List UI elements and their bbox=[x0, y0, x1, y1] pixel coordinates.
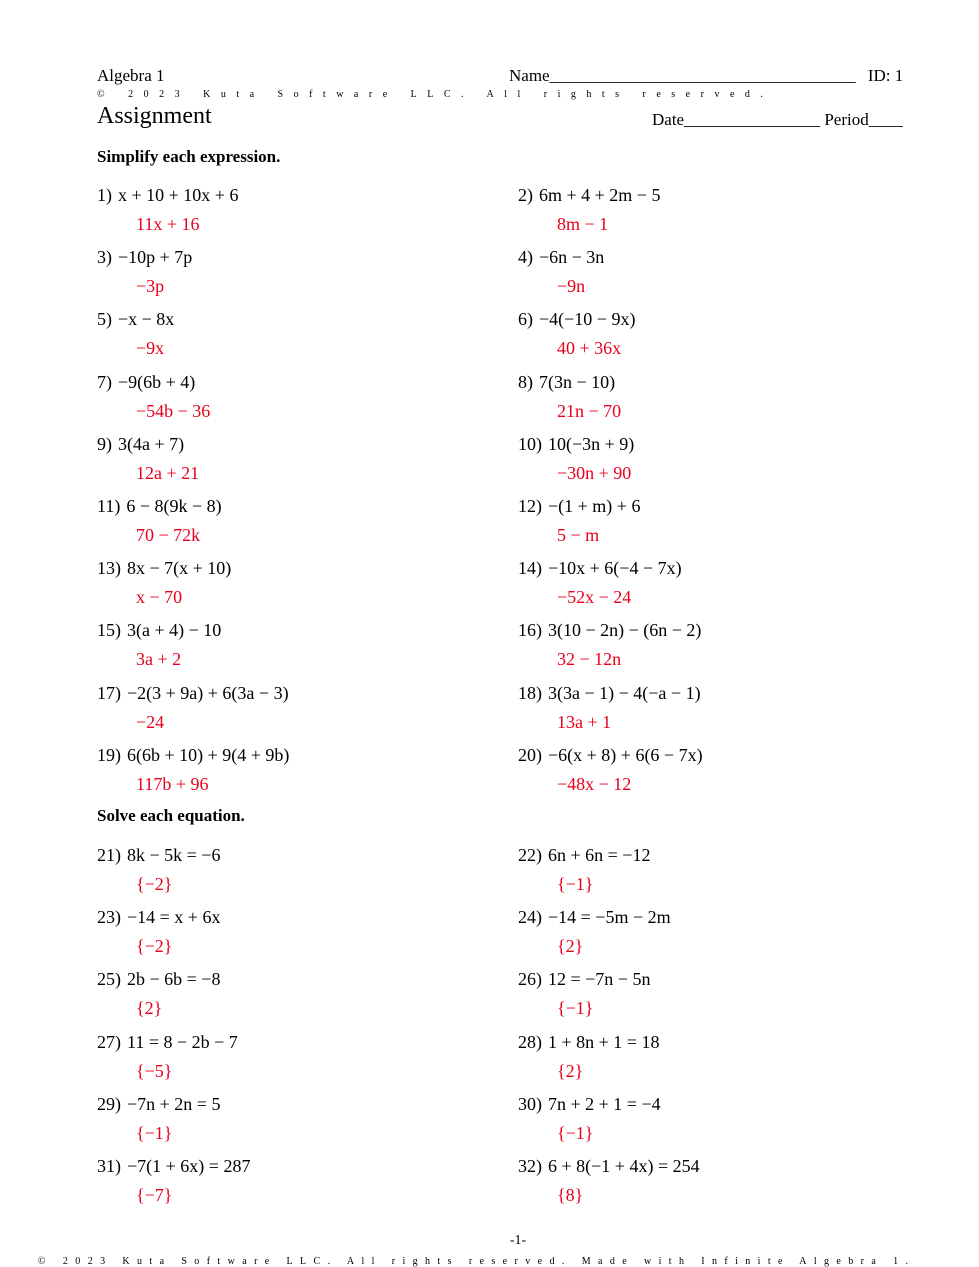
problem-number: 17) bbox=[97, 682, 121, 703]
problem-expression: 6m + 4 + 2m − 5 bbox=[539, 185, 661, 205]
problem-expression: −(1 + m) + 6 bbox=[548, 496, 641, 516]
problem-question bbox=[518, 1094, 928, 1114]
problem-item bbox=[518, 247, 928, 309]
problem-expression: −14 = x + 6x bbox=[127, 907, 221, 928]
id-label: ID: 1 bbox=[867, 66, 904, 85]
problem-number: 20) bbox=[518, 744, 542, 765]
problem-number: 16) bbox=[518, 620, 542, 641]
problem-expression: −7(1 + 6x) = 287 bbox=[127, 1156, 251, 1176]
problem-number: 23) bbox=[97, 907, 121, 928]
problem-item bbox=[97, 558, 507, 620]
problem-answer: 117b + 96 bbox=[136, 773, 209, 794]
problem-expression: −x − 8x bbox=[118, 309, 175, 330]
problem-number: 15) bbox=[97, 620, 121, 641]
problem-answer: 11x + 16 bbox=[136, 214, 200, 234]
problem-item bbox=[97, 1032, 507, 1094]
problem-expression: 3(3a − 1) − 4(−a − 1) bbox=[548, 682, 701, 703]
name-label: Name____________________________________ bbox=[509, 66, 856, 85]
problem-answer: 13a + 1 bbox=[557, 711, 612, 732]
problem-expression: −10p + 7p bbox=[118, 247, 193, 268]
problem-expression: 3(10 − 2n) − (6n − 2) bbox=[548, 620, 702, 641]
problem-number: 9) bbox=[97, 433, 112, 454]
problem-number: 13) bbox=[97, 558, 121, 579]
problem-expression: 6(6b + 10) + 9(4 + 9b) bbox=[127, 744, 290, 765]
problem-number: 31) bbox=[97, 1156, 121, 1176]
problem-question bbox=[518, 309, 928, 329]
problem-number: 1) bbox=[97, 185, 112, 205]
problem-question bbox=[97, 434, 507, 454]
problem-question bbox=[97, 185, 507, 205]
problem-answer: {−1} bbox=[557, 874, 594, 894]
problem-answer: {−1} bbox=[136, 1122, 173, 1143]
problem-number: 7) bbox=[97, 371, 112, 392]
problem-question bbox=[518, 372, 928, 392]
problem-answer: 21n − 70 bbox=[557, 400, 622, 421]
problem-number: 26) bbox=[518, 969, 542, 990]
problem-number: 14) bbox=[518, 558, 542, 579]
problem-question bbox=[518, 1032, 928, 1052]
problem-question bbox=[518, 434, 928, 454]
problem-item bbox=[518, 845, 928, 907]
problem-item bbox=[518, 434, 928, 496]
problem-number: 21) bbox=[97, 845, 121, 865]
problem-answer: 70 − 72k bbox=[136, 525, 201, 545]
problem-item bbox=[97, 683, 507, 745]
problem-question bbox=[518, 969, 928, 989]
problem-item bbox=[97, 1094, 507, 1156]
problem-expression: 2b − 6b = −8 bbox=[127, 969, 221, 990]
problem-answer: −48x − 12 bbox=[557, 773, 632, 794]
problem-question bbox=[97, 745, 507, 765]
problem-item bbox=[97, 496, 507, 558]
problem-answer: −9x bbox=[136, 338, 165, 359]
problem-number: 8) bbox=[518, 371, 533, 392]
problem-question bbox=[97, 247, 507, 267]
section-heading-simplify: Simplify each expression. bbox=[97, 147, 281, 166]
problem-item bbox=[97, 1156, 507, 1218]
problem-question bbox=[97, 620, 507, 640]
name-field bbox=[509, 66, 903, 86]
problem-question bbox=[518, 620, 928, 640]
problem-answer: 40 + 36x bbox=[557, 338, 622, 359]
problem-question bbox=[97, 372, 507, 392]
problem-number: 3) bbox=[97, 247, 112, 268]
problem-question bbox=[97, 1032, 507, 1052]
problem-question bbox=[97, 1094, 507, 1114]
problem-item bbox=[97, 372, 507, 434]
problem-question bbox=[518, 496, 928, 516]
problem-number: 22) bbox=[518, 845, 542, 865]
problem-answer: −30n + 90 bbox=[557, 462, 632, 483]
problem-number: 24) bbox=[518, 907, 542, 928]
problem-expression: 6n + 6n = −12 bbox=[548, 845, 651, 865]
problem-item bbox=[518, 620, 928, 682]
problem-answer: {2} bbox=[557, 1060, 584, 1081]
problem-expression: −10x + 6(−4 − 7x) bbox=[548, 558, 682, 579]
problem-number: 32) bbox=[518, 1156, 542, 1176]
problem-answer: {−1} bbox=[557, 1122, 594, 1143]
problem-item bbox=[518, 1032, 928, 1094]
problem-answer: {−5} bbox=[136, 1060, 173, 1081]
problem-answer: −24 bbox=[136, 711, 165, 732]
problem-item bbox=[518, 309, 928, 371]
problem-question bbox=[97, 558, 507, 578]
problem-item bbox=[518, 372, 928, 434]
problem-number: 25) bbox=[97, 969, 121, 990]
problem-number: 27) bbox=[97, 1031, 121, 1052]
problem-item bbox=[518, 683, 928, 745]
problem-expression: 11 = 8 − 2b − 7 bbox=[127, 1031, 238, 1052]
problem-item bbox=[518, 496, 928, 558]
problem-answer: {−1} bbox=[557, 998, 594, 1019]
problem-answer: {2} bbox=[557, 936, 584, 957]
problem-expression: 6 + 8(−1 + 4x) = 254 bbox=[548, 1156, 700, 1176]
problem-answer: {−2} bbox=[136, 874, 173, 894]
problem-expression: −2(3 + 9a) + 6(3a − 3) bbox=[127, 682, 289, 703]
problem-expression: 10(−3n + 9) bbox=[548, 433, 635, 454]
page-title: Assignment bbox=[97, 103, 212, 129]
problem-expression: −6(x + 8) + 6(6 − 7x) bbox=[548, 744, 703, 765]
problem-item bbox=[97, 745, 507, 807]
problem-expression: 8x − 7(x + 10) bbox=[127, 558, 232, 579]
problem-question bbox=[518, 845, 928, 865]
problem-answer: {8} bbox=[557, 1185, 584, 1205]
problem-answer: {−7} bbox=[136, 1185, 173, 1205]
problem-question bbox=[518, 1156, 928, 1176]
problem-item bbox=[518, 907, 928, 969]
problem-item bbox=[518, 969, 928, 1031]
problem-expression: 3(a + 4) − 10 bbox=[127, 620, 222, 641]
course-title: Algebra 1 bbox=[97, 66, 165, 85]
problem-answer: −9n bbox=[557, 276, 586, 297]
problem-answer: −3p bbox=[136, 276, 165, 297]
problem-number: 12) bbox=[518, 496, 542, 516]
problem-question bbox=[97, 309, 507, 329]
problem-expression: −4(−10 − 9x) bbox=[539, 309, 636, 330]
problem-question bbox=[518, 558, 928, 578]
problem-item bbox=[97, 907, 507, 969]
problem-expression: 3(4a + 7) bbox=[118, 433, 185, 454]
problem-item bbox=[97, 969, 507, 1031]
problem-item bbox=[518, 1156, 928, 1218]
problem-item bbox=[518, 185, 928, 247]
problem-number: 19) bbox=[97, 744, 121, 765]
problem-item bbox=[97, 434, 507, 496]
problem-answer: 12a + 21 bbox=[136, 462, 200, 483]
problem-question bbox=[97, 1156, 507, 1176]
problem-expression: 8k − 5k = −6 bbox=[127, 845, 221, 865]
problem-expression: 1 + 8n + 1 = 18 bbox=[548, 1031, 660, 1052]
problem-answer: 5 − m bbox=[557, 525, 600, 545]
problem-question bbox=[97, 969, 507, 989]
problem-number: 28) bbox=[518, 1031, 542, 1052]
problem-question bbox=[518, 745, 928, 765]
problem-expression: x + 10 + 10x + 6 bbox=[118, 185, 239, 205]
page-number: -1- bbox=[509, 1233, 527, 1248]
problem-number: 29) bbox=[97, 1093, 121, 1114]
problem-answer: x − 70 bbox=[136, 587, 183, 608]
problem-expression: 7n + 2 + 1 = −4 bbox=[548, 1093, 661, 1114]
problem-expression: −7n + 2n = 5 bbox=[127, 1093, 221, 1114]
section-heading-solve: Solve each equation. bbox=[97, 806, 245, 825]
problem-number: 18) bbox=[518, 682, 542, 703]
problem-item bbox=[97, 309, 507, 371]
problem-expression: 7(3n − 10) bbox=[539, 371, 616, 392]
problem-answer: 32 − 12n bbox=[557, 649, 622, 670]
problem-item bbox=[518, 1094, 928, 1156]
problem-item bbox=[518, 745, 928, 807]
problem-item bbox=[97, 247, 507, 309]
problem-question bbox=[97, 845, 507, 865]
problem-question bbox=[97, 907, 507, 927]
problem-question bbox=[518, 185, 928, 205]
problem-expression: −6n − 3n bbox=[539, 247, 605, 268]
problem-number: 11) bbox=[97, 496, 121, 516]
problem-answer: −54b − 36 bbox=[136, 400, 211, 421]
problem-number: 10) bbox=[518, 433, 542, 454]
problem-number: 2) bbox=[518, 185, 533, 205]
copyright-top: © 2023 Kuta Software LLC. All rights reserved. bbox=[97, 89, 774, 100]
problem-answer: 3a + 2 bbox=[136, 649, 182, 670]
problem-number: 30) bbox=[518, 1093, 542, 1114]
problem-number: 6) bbox=[518, 309, 533, 330]
problem-expression: −9(6b + 4) bbox=[118, 371, 196, 392]
problem-expression: 12 = −7n − 5n bbox=[548, 969, 651, 990]
copyright-bottom: © 2023 Kuta Software LLC. All rights reserved. Made with Infinite Algebra 1. bbox=[38, 1256, 916, 1267]
problem-expression: 6 − 8(9k − 8) bbox=[126, 496, 222, 516]
problem-answer: 8m − 1 bbox=[557, 214, 609, 234]
problem-item bbox=[97, 185, 507, 247]
problem-item bbox=[97, 845, 507, 907]
problem-answer: {−2} bbox=[136, 936, 173, 957]
problem-question bbox=[518, 907, 928, 927]
problem-question bbox=[97, 496, 507, 516]
date-period-field: Date________________ Period____ bbox=[652, 110, 903, 129]
problem-number: 4) bbox=[518, 247, 533, 268]
problem-number: 5) bbox=[97, 309, 112, 330]
problem-answer: −52x − 24 bbox=[557, 587, 632, 608]
problem-question bbox=[518, 247, 928, 267]
problem-expression: −14 = −5m − 2m bbox=[548, 907, 671, 928]
problem-item bbox=[97, 620, 507, 682]
problem-item bbox=[518, 558, 928, 620]
problem-answer: {2} bbox=[136, 998, 163, 1019]
problem-question bbox=[97, 683, 507, 703]
problem-question bbox=[518, 683, 928, 703]
